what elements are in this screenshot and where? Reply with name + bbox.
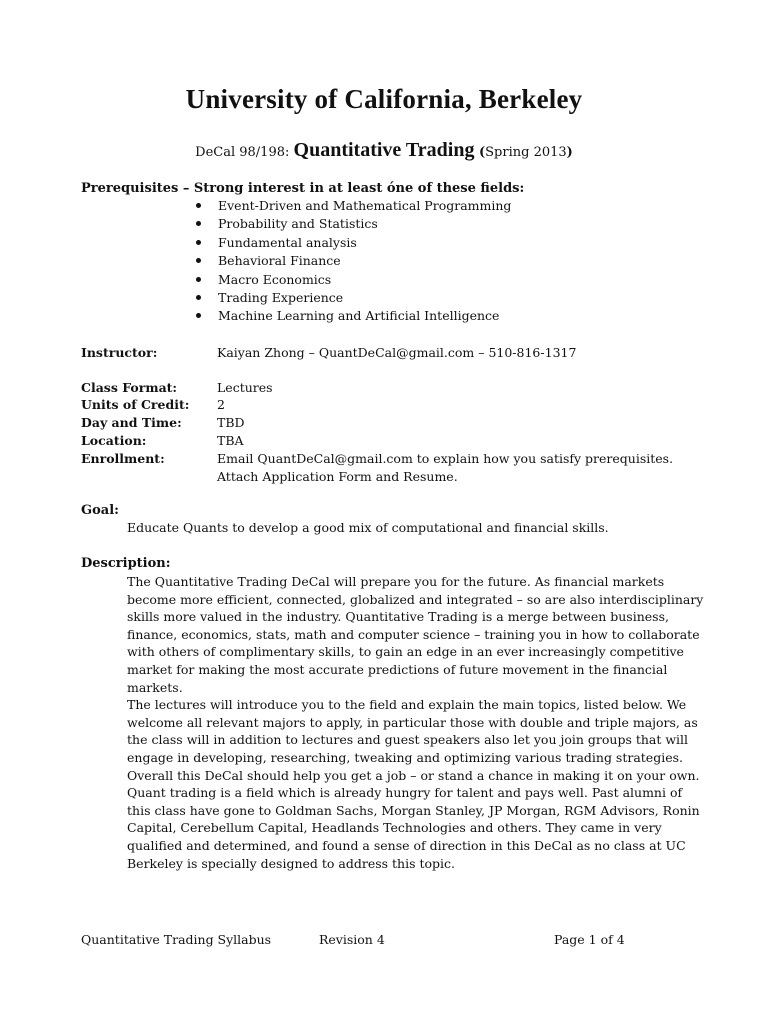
term-open-paren: ( xyxy=(474,145,486,160)
units-value: 2 xyxy=(217,397,225,412)
description-paragraph: The Quantitative Trading DeCal will prepare you for the future. As financial markets become more efficient, connected, globalized and integrated – so are also interdisciplinary skills more valued in the industry. Quantitative Trading is a merge between business, finance, economics, stats, math and computer science – training you in how to collaborate with others of complimentary skills, to gain an edge in an ever increasingly competitive market for making the most accurate predictions of future movement in the financial markets. xyxy=(127,574,704,695)
page-title: University of California, Berkeley xyxy=(185,84,583,114)
location-value: TBA xyxy=(217,433,244,448)
class-format-value: Lectures xyxy=(217,380,273,395)
enrollment-value-line2: Attach Application Form and Resume. xyxy=(217,469,458,484)
list-item-text: Trading Experience xyxy=(218,289,344,305)
location-label: Location: xyxy=(81,433,147,448)
bullet-icon xyxy=(196,313,201,318)
footer-revision: Revision 4 xyxy=(319,932,385,947)
list-item-text: Machine Learning and Artificial Intelligence xyxy=(218,308,500,324)
class-format-label: Class Format: xyxy=(81,380,178,395)
units-label: Units of Credit: xyxy=(81,397,190,412)
bullet-icon xyxy=(196,221,201,226)
instructor-value: Kaiyan Zhong – QuantDeCal@gmail.com – 510-816-1317 xyxy=(217,345,577,360)
footer-doc-title: Quantitative Trading Syllabus xyxy=(81,932,272,947)
term-close-paren: ) xyxy=(566,145,573,160)
bullet-icon xyxy=(196,258,201,263)
enrollment-label: Enrollment: xyxy=(81,451,165,466)
instructor-label: Instructor: xyxy=(81,345,158,360)
list-item-text: Probability and Statistics xyxy=(218,216,378,232)
course-name: Quantitative Trading xyxy=(293,139,475,161)
goal-text: Educate Quants to develop a good mix of computational and financial skills. xyxy=(127,520,609,535)
list-item-text: Fundamental analysis xyxy=(218,234,357,250)
description-body xyxy=(127,573,707,872)
prerequisites-heading: Prerequisites – Strong interest in at least óne of these fields: xyxy=(81,181,525,196)
description-heading: Description: xyxy=(81,556,171,571)
list-item-text: Event-Driven and Mathematical Programming xyxy=(218,198,512,213)
bullet-icon xyxy=(196,240,201,245)
bullet-icon xyxy=(196,295,201,300)
list-item-text: Macro Economics xyxy=(218,271,332,287)
course-subtitle xyxy=(0,139,768,162)
bullet-icon xyxy=(196,277,201,282)
bullet-icon xyxy=(196,203,201,208)
list-item-text: Behavioral Finance xyxy=(218,253,341,269)
description-paragraph: The lectures will introduce you to the field and explain the main topics, listed below. We welcome all relevant majors to apply, in particular those with double and triple majors, as the class will in addition to lectures and guest speakers also let you join groups that will engage in developing, researching, tweaking and optimizing various trading strategies. xyxy=(127,697,698,765)
footer-page-number: Page 1 of 4 xyxy=(554,932,625,947)
day-time-label: Day and Time: xyxy=(81,415,182,430)
goal-heading: Goal: xyxy=(81,503,119,518)
day-time-value: TBD xyxy=(217,415,245,430)
course-term: Spring 2013 xyxy=(485,145,567,160)
description-paragraph: Overall this DeCal should help you get a job – or stand a chance in making it on your own. Quant trading is a field which is already hungry for talent and pays well. Past alumni of this class have gone to Goldman Sachs, Morgan Stanley, JP Morgan, RGM Advisors, Ronin Capital, Cerebellum Capital, Headlands Technologies and others. They came in very qualified and determined, and found a sense of direction in this DeCal as no class at UC Berkeley is specially designed to address this topic. xyxy=(127,767,700,871)
course-code: DeCal 98/198: xyxy=(195,145,294,160)
enrollment-value-line1: Email QuantDeCal@gmail.com to explain how you satisfy prerequisites. xyxy=(217,451,674,466)
